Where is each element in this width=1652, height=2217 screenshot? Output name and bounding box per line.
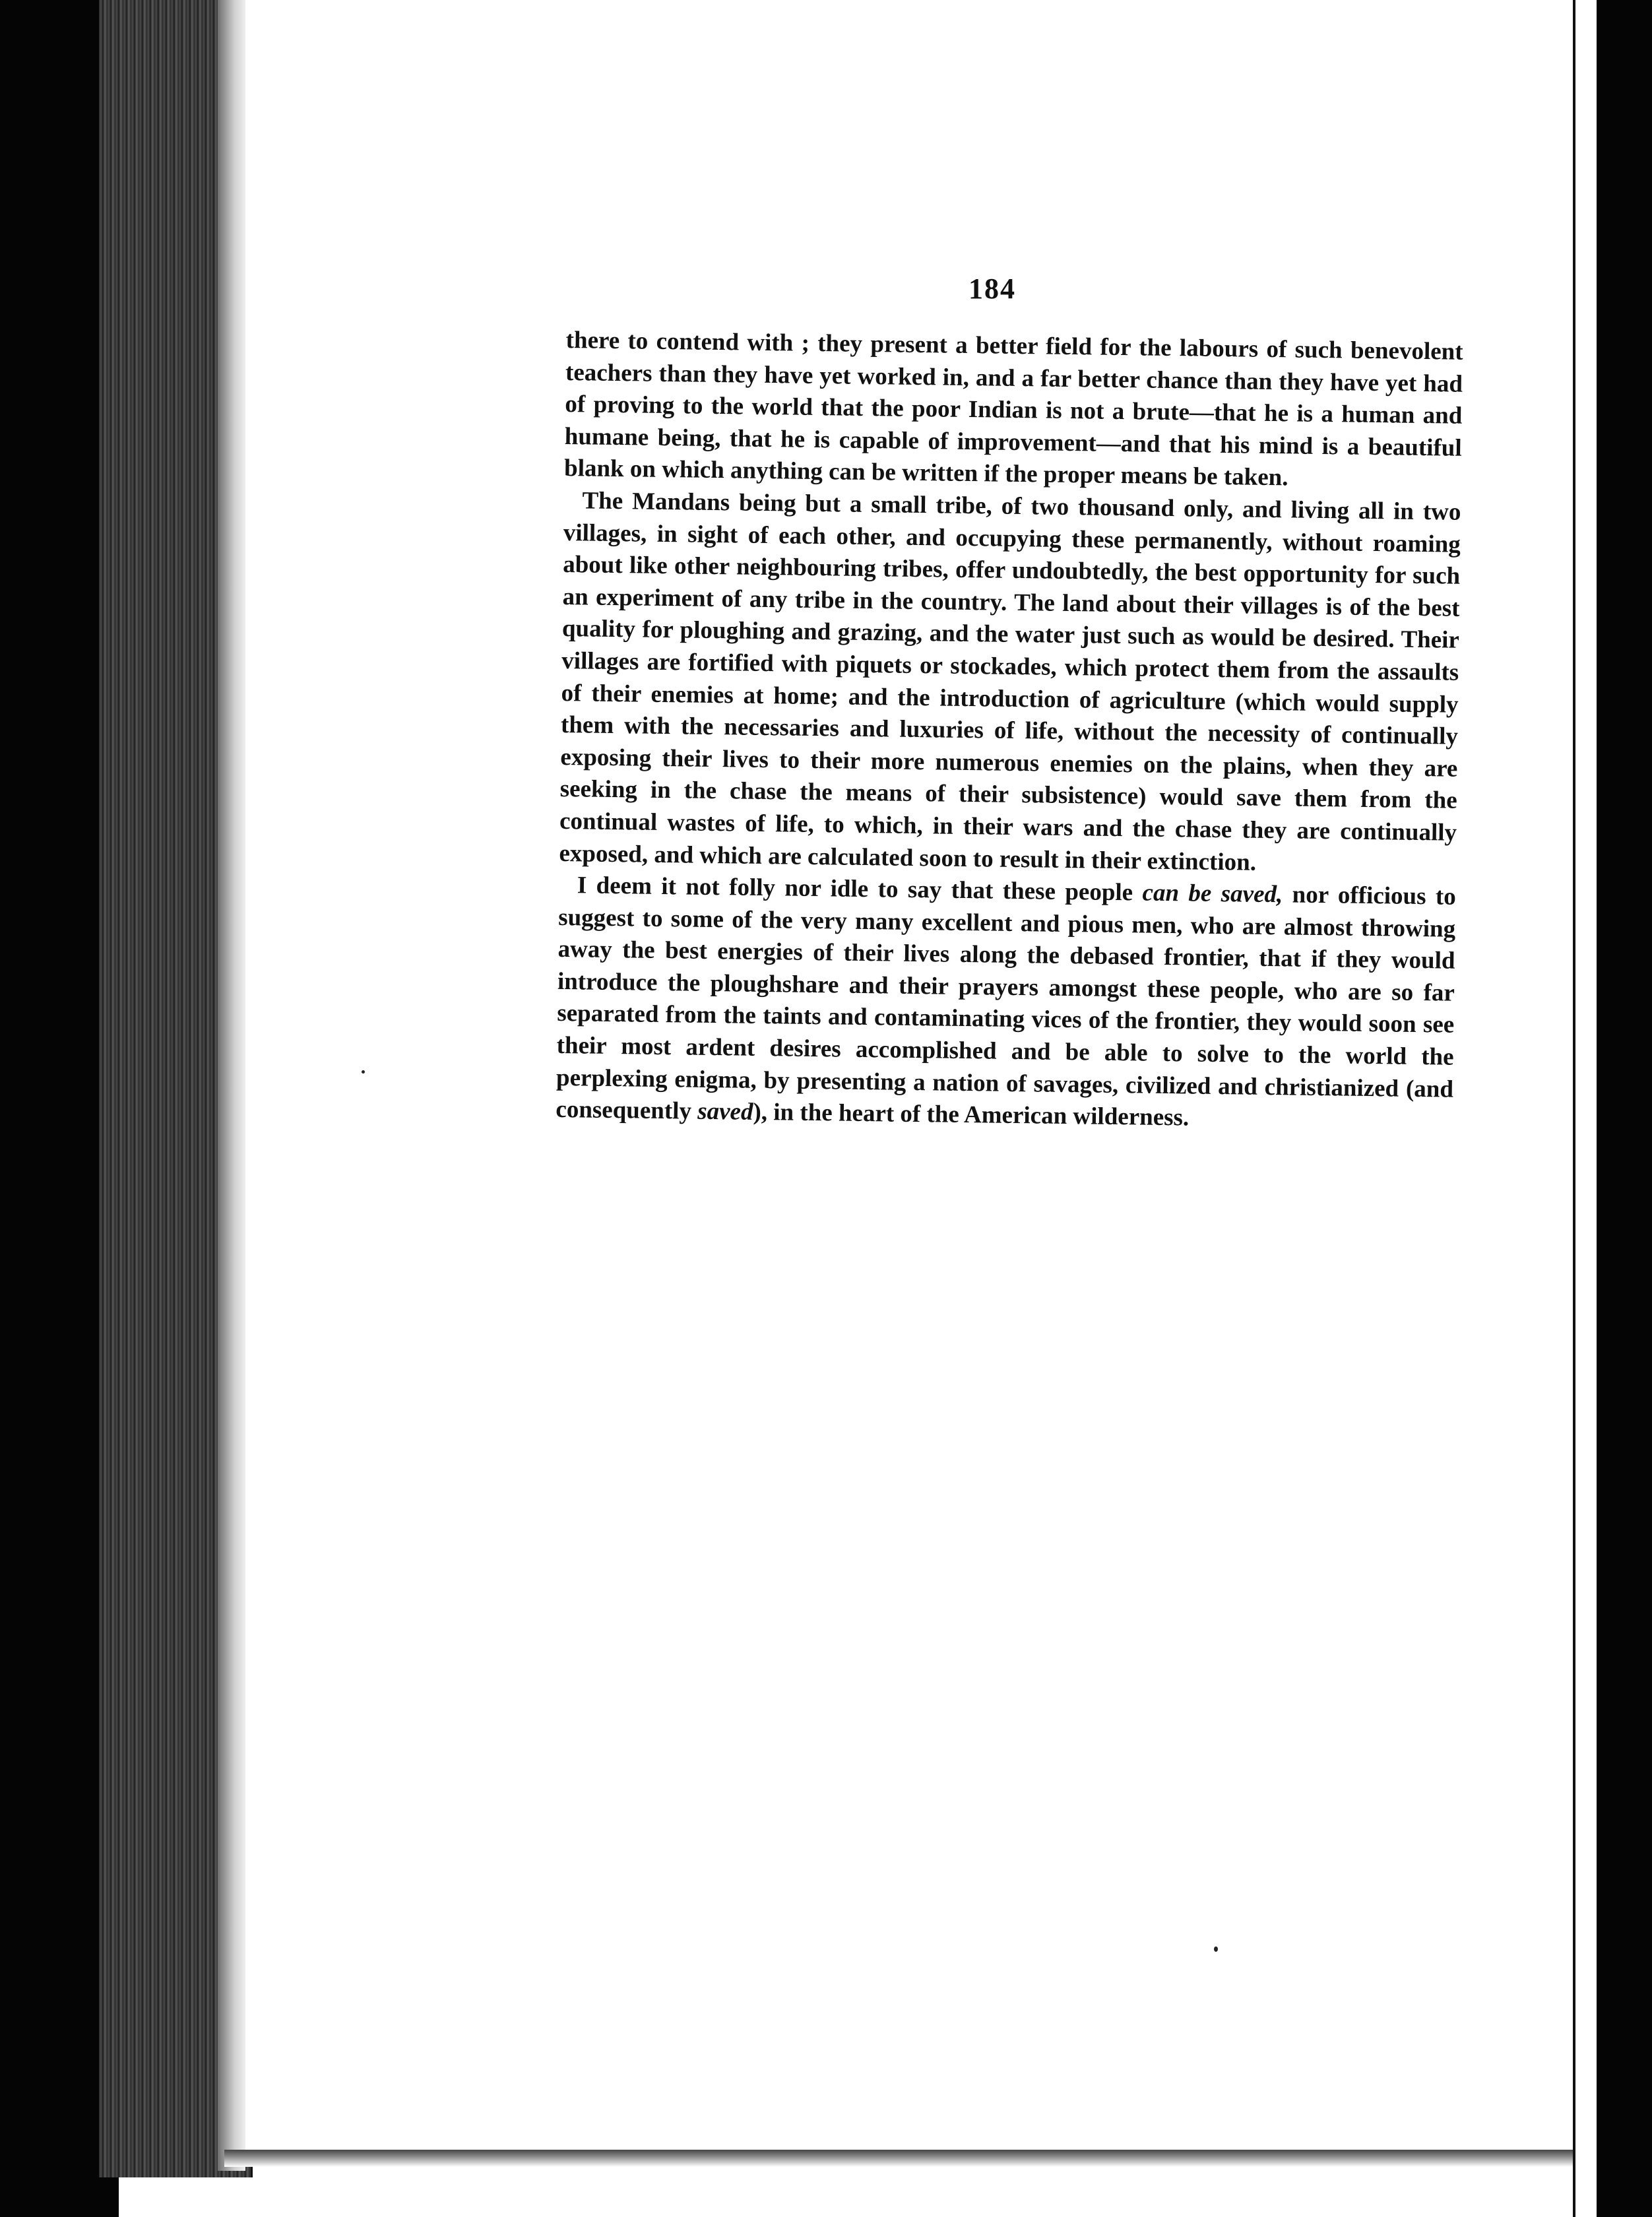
text-run: ), in the heart of the American wilderness.: [753, 1099, 1190, 1132]
body-text: [556, 325, 1463, 1138]
italic-text: can be saved,: [1142, 879, 1283, 909]
paragraph: [564, 325, 1463, 497]
page-bottom-edge: [224, 2150, 1597, 2167]
text-run: The Mandans being but a small tribe, of two thousand only, and living all in two villages, in sight of each other, and occupying these permanently, without roaming about like other neighbouring tribes, offer undoubtedly, the best opportunity for such an experiment of any tribe in the country. The land about their villages is of the best quality for ploughing and grazing, and the water just such as would be desired. Their villages are fortified with piquets or stockades, which protect them from the assaults of their enemies at home; and the introduction of agriculture (which would supply them with the necessaries and luxuries of life, without the necessity of continually exposing their lives to their more numerous enemies on the plains, when they are seeking in the chase the means of their subsistence) would save them from the continual wastes of life, to which, in their wars and the chase they are continually exposed, and which are calculated soon to result in their extinction.: [559, 487, 1461, 876]
paragraph: [559, 485, 1461, 882]
paragraph: [556, 870, 1456, 1138]
facing-page-edge: [1573, 0, 1599, 2217]
scan-speck: [1214, 1946, 1218, 1952]
book-gutter-shadow: [218, 0, 245, 2171]
scan-speck: [362, 1070, 365, 1074]
page-number: 184: [969, 273, 1016, 305]
text-run: nor officious to suggest to some of the very many excellent and pious men, who are almost throwing away the best energies of their lives along the debased frontier, that if they would introduce the ploughshare and their prayers amongst these people, who are so far separated from the taints and contaminating vices of the frontier, they would soon see their most ardent desires accomplished and be able to solve to the world the perplexing enigma, by presenting a nation of savages, civilized and christianized (and consequently: [556, 881, 1457, 1125]
text-run: I deem it not folly nor idle to say that these people: [577, 872, 1143, 907]
scan-border-right: [1597, 0, 1652, 2217]
italic-text: saved: [697, 1097, 753, 1126]
text-run: there to contend with ; they present a better field for the labours of such benevolent teachers than they have yet worked in, and a far better chance than they have yet had of proving to the world that the poor Indian is not a brute—that he is a human and humane being, that he is capable of improvement—and that his mind is a beautiful blank on which anything can be written if the proper means be taken.: [563, 326, 1463, 492]
